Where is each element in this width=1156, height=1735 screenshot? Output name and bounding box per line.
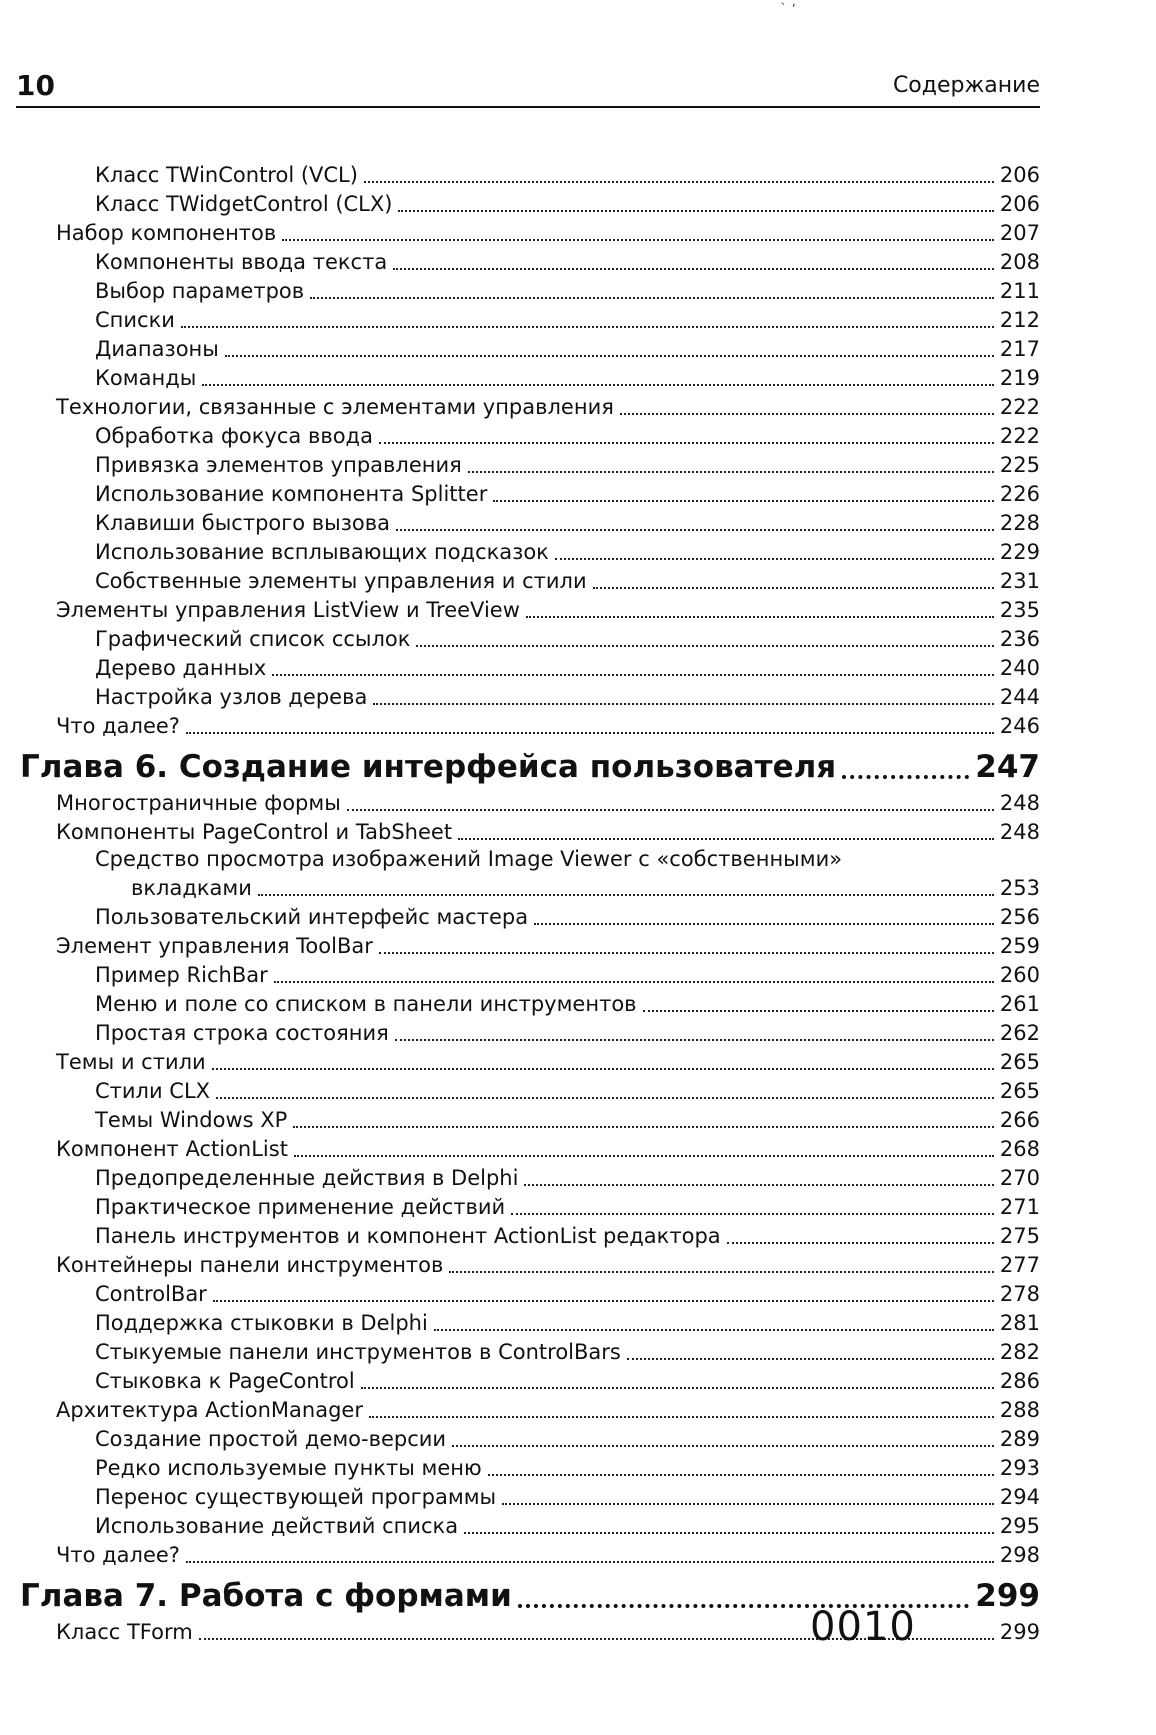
toc-entry-row	[20, 421, 1040, 450]
toc-entry-title: Контейнеры панели инструментов	[56, 1253, 444, 1277]
toc-entry-row	[20, 1337, 1040, 1366]
dot-leader	[274, 981, 994, 983]
toc-page-number: 212	[999, 308, 1040, 332]
toc-page-number: 248	[999, 791, 1040, 815]
dot-leader	[293, 1126, 994, 1128]
toc-entry-title: Простая строка состояния	[95, 1021, 389, 1045]
toc-entry-row	[20, 218, 1040, 247]
toc-page-number: 288	[999, 1398, 1040, 1422]
toc-entry-title: Использование всплывающих подсказок	[95, 540, 549, 564]
toc-entry-title: Обработка фокуса ввода	[95, 424, 373, 448]
toc-entry-row	[20, 1018, 1040, 1047]
toc-entry-title: Что далее?	[56, 714, 180, 738]
dot-leader	[416, 645, 993, 647]
dot-leader	[213, 1300, 994, 1302]
toc-entry-row	[20, 653, 1040, 682]
dot-leader	[202, 384, 994, 386]
toc-page-number: 275	[999, 1224, 1040, 1248]
dot-leader	[449, 1271, 994, 1273]
toc-entry-title: Практическое применение действий	[95, 1195, 506, 1219]
toc-entry-title: Компоненты PageControl и TabSheet	[56, 820, 453, 844]
toc-entry-title: Компоненты ввода текста	[95, 250, 388, 274]
toc-page-number: 211	[999, 279, 1040, 303]
toc-entry-row	[20, 1047, 1040, 1076]
toc-entry-row	[20, 624, 1040, 653]
toc-page-number: 268	[999, 1137, 1040, 1161]
dot-leader	[186, 1561, 994, 1563]
dot-leader	[379, 952, 994, 954]
toc-page-number: 208	[999, 250, 1040, 274]
toc-entry-title: Глава 6. Создание интерфейса пользователя	[20, 749, 837, 785]
toc-entry-row	[20, 1511, 1040, 1540]
toc-entry-row	[20, 479, 1040, 508]
page-header	[16, 64, 1040, 108]
toc-entry-title: Графический список ссылок	[95, 627, 411, 651]
toc-entry-row	[20, 1250, 1040, 1279]
toc-entry-row	[20, 1453, 1040, 1482]
toc-page-number: 261	[999, 992, 1040, 1016]
dot-leader	[373, 703, 994, 705]
dot-leader	[468, 471, 994, 473]
dot-leader	[364, 181, 994, 183]
toc-entry-row	[20, 711, 1040, 740]
toc-entry-title: Команды	[95, 366, 197, 390]
dot-leader	[534, 923, 994, 925]
dot-leader	[258, 894, 994, 896]
toc-entry-continuation	[95, 873, 1040, 902]
toc-entry-title: Меню и поле со списком в панели инструментов	[95, 992, 637, 1016]
dot-leader	[398, 210, 993, 212]
dot-leader	[727, 1242, 994, 1244]
toc-entry-row	[20, 1076, 1040, 1105]
toc-page-number: 282	[999, 1340, 1040, 1364]
toc-entry-title: Средство просмотра изображений Image Viewer с «собственными»	[95, 847, 843, 871]
dot-leader	[347, 809, 994, 811]
dot-leader	[458, 838, 994, 840]
toc-entry-row	[20, 788, 1040, 817]
toc-page-number: 222	[999, 424, 1040, 448]
toc-entry-row	[20, 537, 1040, 566]
toc-entry-title: Создание простой демо-версии	[95, 1427, 447, 1451]
toc-entry-row	[20, 1395, 1040, 1424]
toc-entry-title: Поддержка стыковки в Delphi	[95, 1311, 428, 1335]
toc-entry-title: Использование компонента Splitter	[95, 482, 488, 506]
toc-entry-row	[20, 1424, 1040, 1453]
toc-entry-title-cont: вкладками	[131, 876, 252, 900]
toc-page-number: 231	[999, 569, 1040, 593]
toc-entry-row	[20, 1366, 1040, 1395]
toc-page-number: 278	[999, 1282, 1040, 1306]
toc-entry-title: Технологии, связанные с элементами управления	[56, 395, 614, 419]
page-number: 10	[16, 69, 55, 102]
toc-entry-title: Стыковка к PageControl	[95, 1369, 355, 1393]
toc-entry-row	[20, 1134, 1040, 1163]
dot-leader	[361, 1387, 994, 1389]
toc-page-number: 266	[999, 1108, 1040, 1132]
dot-leader	[452, 1445, 994, 1447]
toc-entry-title: Стили CLX	[95, 1079, 211, 1103]
toc-entry-row	[20, 1279, 1040, 1308]
toc-page-number: 256	[999, 905, 1040, 929]
toc-entry-title: Элемент управления ToolBar	[56, 934, 373, 958]
toc-entry-title: Выбор параметров	[95, 279, 305, 303]
toc-chapter-row	[20, 742, 1040, 788]
toc-entry-row	[20, 902, 1040, 931]
toc-page-number: 260	[999, 963, 1040, 987]
toc-page-number: 226	[999, 482, 1040, 506]
dot-leader	[212, 1068, 994, 1070]
dot-leader	[464, 1532, 994, 1534]
toc-entry-row	[20, 276, 1040, 305]
toc-page-number: 299	[999, 1620, 1040, 1644]
toc-page-number: 289	[999, 1427, 1040, 1451]
toc-page-number: 247	[975, 749, 1040, 785]
toc-entry-title: Панель инструментов и компонент ActionList редактора	[95, 1224, 721, 1248]
toc-entry-title: Темы Windows XP	[95, 1108, 288, 1132]
toc-entry-title: ControlBar	[95, 1282, 207, 1306]
toc-entry-row	[20, 392, 1040, 421]
toc-entry-title: Перенос существующей программы	[95, 1485, 497, 1509]
toc-page-number: 206	[999, 192, 1040, 216]
toc-entry-title: Собственные элементы управления и стили	[95, 569, 587, 593]
toc-entry-title: Многостраничные формы	[56, 791, 341, 815]
toc-page-number: 217	[999, 337, 1040, 361]
dot-leader	[643, 1010, 994, 1012]
dot-leader	[493, 500, 994, 502]
dot-leader	[272, 674, 994, 676]
dot-leader	[396, 529, 994, 531]
toc-entry-title: Предопределенные действия в Delphi	[95, 1166, 519, 1190]
scan-marks: ` ٬	[780, 2, 796, 18]
toc-page-number: 206	[999, 163, 1040, 187]
toc-entry-row	[20, 1192, 1040, 1221]
toc-page-number: 265	[999, 1079, 1040, 1103]
dot-leader	[393, 268, 994, 270]
toc-entry-row	[20, 508, 1040, 537]
toc-page-number: 293	[999, 1456, 1040, 1480]
toc-entry-title: Темы и стили	[56, 1050, 206, 1074]
toc-entry-row	[20, 450, 1040, 479]
toc-page-number: 229	[999, 540, 1040, 564]
toc-entry-row	[20, 846, 1040, 902]
dot-leader	[186, 732, 994, 734]
toc-page-number: 248	[999, 820, 1040, 844]
toc-entry-row	[20, 989, 1040, 1018]
toc-page-number: 244	[999, 685, 1040, 709]
section-title: Содержание	[892, 73, 1040, 98]
toc-entry-row	[20, 1308, 1040, 1337]
toc-entry-row	[20, 160, 1040, 189]
toc-entry-row	[20, 817, 1040, 846]
toc-entry-row	[20, 363, 1040, 392]
toc-page-number: 240	[999, 656, 1040, 680]
dot-leader	[524, 1184, 993, 1186]
toc-entry-row	[20, 931, 1040, 960]
toc-page-number: 294	[999, 1485, 1040, 1509]
toc-entry-row	[20, 1540, 1040, 1569]
dot-leader	[593, 587, 994, 589]
toc-entry-row	[20, 1105, 1040, 1134]
toc-page-number: 281	[999, 1311, 1040, 1335]
toc-entry-title: Стыкуемые панели инструментов в ControlBars	[95, 1340, 621, 1364]
toc-page-number: 207	[999, 221, 1040, 245]
header-rule	[16, 106, 1040, 108]
toc-entry-row	[20, 189, 1040, 218]
toc-entry-title: Набор компонентов	[56, 221, 277, 245]
toc-entry-title: Привязка элементов управления	[95, 453, 462, 477]
toc-entry-title: Глава 7. Работа с формами	[20, 1578, 512, 1614]
toc-entry-row	[20, 247, 1040, 276]
dot-leader	[395, 1039, 994, 1041]
dot-leader	[379, 442, 994, 444]
toc-entry-row	[20, 1221, 1040, 1250]
dot-leader	[842, 775, 969, 779]
dot-leader	[526, 616, 994, 618]
dot-leader	[434, 1329, 994, 1331]
dot-leader	[369, 1416, 994, 1418]
toc-entry-title: Пример RichBar	[95, 963, 268, 987]
toc-entry-title: Компонент ActionList	[56, 1137, 288, 1161]
toc-entry-title: Дерево данных	[95, 656, 267, 680]
toc-page-number: 277	[999, 1253, 1040, 1277]
toc-page-number: 271	[999, 1195, 1040, 1219]
dot-leader	[216, 1097, 994, 1099]
toc-entry-title: Списки	[95, 308, 175, 332]
toc-entry-title: Класс TWidgetControl (CLX)	[95, 192, 393, 216]
dot-leader	[488, 1474, 994, 1476]
toc-entry-title: Архитектура ActionManager	[56, 1398, 363, 1422]
toc-entry-title: Редко используемые пункты меню	[95, 1456, 482, 1480]
toc-entry-row	[20, 334, 1040, 363]
toc-page-number: 265	[999, 1050, 1040, 1074]
dot-leader	[502, 1503, 994, 1505]
dot-leader	[181, 326, 994, 328]
dot-leader	[620, 413, 994, 415]
toc-page-number: 259	[999, 934, 1040, 958]
toc-entry-title: Класс TForm	[56, 1620, 193, 1644]
table-of-contents	[20, 160, 1040, 1646]
toc-page-number: 286	[999, 1369, 1040, 1393]
toc-page-number: 253	[999, 876, 1040, 900]
toc-page-number: 299	[975, 1578, 1040, 1614]
dot-leader	[282, 239, 994, 241]
toc-entry-title: Использование действий списка	[95, 1514, 459, 1538]
toc-page-number: 219	[999, 366, 1040, 390]
toc-entry-title: Что далее?	[56, 1543, 180, 1567]
dot-leader	[627, 1358, 994, 1360]
toc-entry-title: Настройка узлов дерева	[95, 685, 368, 709]
toc-entry-row	[20, 595, 1040, 624]
toc-entry-title: Пользовательский интерфейс мастера	[95, 905, 529, 929]
dot-leader	[310, 297, 994, 299]
toc-entry-row	[20, 1163, 1040, 1192]
toc-entry-title: Диапазоны	[95, 337, 219, 361]
toc-page-number: 225	[999, 453, 1040, 477]
toc-entry-row	[20, 566, 1040, 595]
toc-entry-row	[20, 682, 1040, 711]
toc-entry-title: Класс TWinControl (VCL)	[95, 163, 358, 187]
toc-entry-row	[20, 1482, 1040, 1511]
scan-page-code: 0010	[810, 1604, 916, 1650]
toc-entry-row	[20, 305, 1040, 334]
dot-leader	[511, 1213, 994, 1215]
toc-page-number: 222	[999, 395, 1040, 419]
toc-entry-row	[20, 960, 1040, 989]
dot-leader	[294, 1155, 994, 1157]
toc-page-number: 228	[999, 511, 1040, 535]
toc-entry-title: Клавиши быстрого вызова	[95, 511, 391, 535]
toc-page-number: 295	[999, 1514, 1040, 1538]
toc-page-number: 236	[999, 627, 1040, 651]
dot-leader	[225, 355, 994, 357]
toc-page-number: 235	[999, 598, 1040, 622]
toc-page-number: 262	[999, 1021, 1040, 1045]
toc-entry-title: Элементы управления ListView и TreeView	[56, 598, 520, 622]
dot-leader	[555, 558, 994, 560]
toc-page-number: 270	[999, 1166, 1040, 1190]
toc-page-number: 298	[999, 1543, 1040, 1567]
toc-page-number: 246	[999, 714, 1040, 738]
